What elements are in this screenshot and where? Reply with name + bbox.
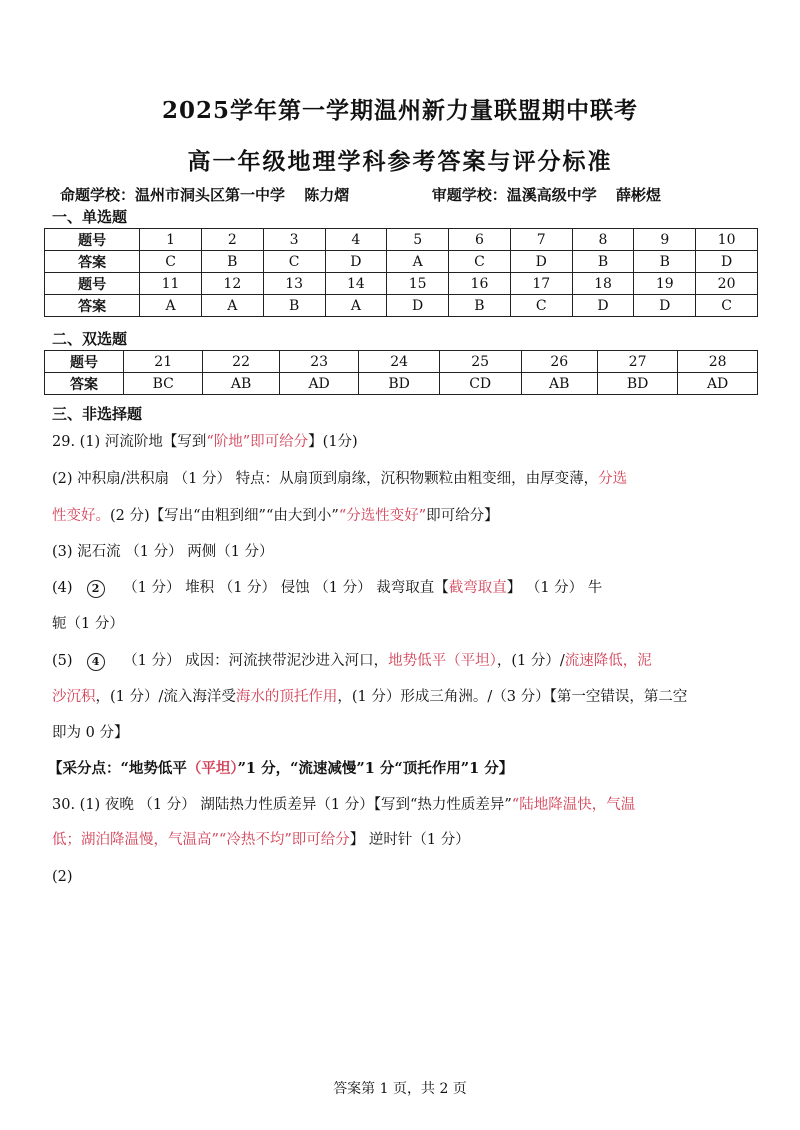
table-header-cell: 答案 <box>45 251 140 273</box>
table-cell: 3 <box>263 229 325 251</box>
table-row <box>45 295 758 317</box>
table-cell: A <box>325 295 387 317</box>
table-cell: AD <box>678 373 758 395</box>
table-row <box>45 273 758 295</box>
table-cell: 27 <box>597 351 677 373</box>
table-cell: 9 <box>634 229 696 251</box>
table-cell: D <box>387 295 449 317</box>
table-cell: 17 <box>510 273 572 295</box>
table-cell: D <box>510 251 572 273</box>
table-cell: 10 <box>696 229 758 251</box>
table-cell: 2 <box>201 229 263 251</box>
table-cell: AB <box>521 373 597 395</box>
q29-line-3: 性变好。(2 分)【写出“由粗到细”“由大到小”“分选性变好”即可给分】 <box>52 508 499 524</box>
table-cell: C <box>510 295 572 317</box>
table-cell: D <box>325 251 387 273</box>
table-cell: C <box>696 295 758 317</box>
table-header-cell: 题号 <box>45 229 140 251</box>
table-cell: BD <box>359 373 439 395</box>
table-cell: 1 <box>140 229 202 251</box>
double-choice-table <box>44 350 758 395</box>
q29-line-8: 沙沉积，(1 分）/流入海洋受海水的顶托作用，(1 分）形成三角洲。/（3 分）【第一空错误，第二空 <box>52 689 688 705</box>
table-cell: A <box>140 295 202 317</box>
table-cell: 18 <box>572 273 634 295</box>
table-row <box>45 351 758 373</box>
table-row <box>45 373 758 395</box>
circled-number: 4 <box>87 653 105 671</box>
q29-line-7: (5) 4 （1 分） 成因：河流挟带泥沙进入河口，地势低平（平坦），(1 分）/流速降低，泥 <box>52 653 652 669</box>
q29-line-5: (4) 2 （1 分） 堆积 （1 分） 侵蚀 （1 分） 裁弯取直【截弯取直】 （1 分） 牛 <box>52 580 603 596</box>
table-cell: B <box>572 251 634 273</box>
table-cell: 20 <box>696 273 758 295</box>
q30-line-1: 30. (1) 夜晚 （1 分） 湖陆热力性质差异（1 分）【写到“热力性质差异”“陆地降温快，气温 <box>52 797 636 813</box>
table-cell: C <box>140 251 202 273</box>
q29-line-1: 29. (1) 河流阶地【写到“阶地”即可给分】(1分) <box>52 434 358 450</box>
table-cell: BD <box>597 373 677 395</box>
q29-line-9: 即为 0 分】 <box>52 725 129 741</box>
table-cell: A <box>387 251 449 273</box>
table-cell: AD <box>279 373 359 395</box>
q29-line-4: (3) 泥石流 （1 分） 两侧（1 分） <box>52 544 274 560</box>
reviewing-author: 薛彬煜 <box>615 186 661 204</box>
section-heading-single: 一、单选题 <box>52 208 128 226</box>
table-cell: 22 <box>203 351 279 373</box>
table-cell: 12 <box>201 273 263 295</box>
table-cell: B <box>201 251 263 273</box>
table-cell: D <box>696 251 758 273</box>
page-title: 2025学年第一学期温州新力量联盟期中联考 <box>161 97 638 124</box>
table-header-cell: 题号 <box>45 351 124 373</box>
table-cell: 11 <box>140 273 202 295</box>
section-heading-double: 二、双选题 <box>52 330 128 348</box>
table-cell: 28 <box>678 351 758 373</box>
table-cell: 5 <box>387 229 449 251</box>
table-cell: CD <box>439 373 521 395</box>
table-row <box>45 251 758 273</box>
table-cell: 26 <box>521 351 597 373</box>
table-cell: 16 <box>449 273 511 295</box>
table-cell: 14 <box>325 273 387 295</box>
table-header-cell: 答案 <box>45 295 140 317</box>
table-cell: 6 <box>449 229 511 251</box>
q29-scoring-note: 【采分点：“地势低平（平坦）”1 分，“流速减慢”1 分“顶托作用”1 分】 <box>48 760 514 777</box>
table-cell: B <box>263 295 325 317</box>
table-row <box>45 229 758 251</box>
table-cell: 7 <box>510 229 572 251</box>
table-cell: 15 <box>387 273 449 295</box>
table-cell: D <box>572 295 634 317</box>
table-cell: AB <box>203 373 279 395</box>
table-cell: C <box>263 251 325 273</box>
table-cell: 8 <box>572 229 634 251</box>
proposing-school: 命题学校：温州市洞头区第一中学 <box>60 186 286 204</box>
table-cell: C <box>449 251 511 273</box>
table-cell: 4 <box>325 229 387 251</box>
section-heading-nonchoice: 三、非选择题 <box>52 405 143 423</box>
single-choice-table <box>44 228 758 317</box>
reviewing-school: 审题学校：温溪高级中学 <box>431 186 597 204</box>
table-cell: B <box>449 295 511 317</box>
page-subtitle: 高一年级地理学科参考答案与评分标准 <box>187 148 613 175</box>
q30-line-2: 低；湖泊降温慢，气温高”“冷热不均”即可给分】 逆时针（1 分） <box>52 832 470 848</box>
table-cell: 21 <box>124 351 203 373</box>
table-header-cell: 题号 <box>45 273 140 295</box>
table-cell: 19 <box>634 273 696 295</box>
table-cell: D <box>634 295 696 317</box>
q30-line-3: (2) <box>52 869 73 885</box>
q29-line-2: (2) 冲积扇/洪积扇 （1 分） 特点：从扇顶到扇缘，沉积物颗粒由粗变细，由厚变薄，分选 <box>52 471 628 487</box>
circled-number: 2 <box>87 580 105 598</box>
table-cell: 23 <box>279 351 359 373</box>
table-cell: A <box>201 295 263 317</box>
table-cell: B <box>634 251 696 273</box>
table-cell: 25 <box>439 351 521 373</box>
page-footer: 答案第 1 页，共 2 页 <box>333 1081 467 1097</box>
table-header-cell: 答案 <box>45 373 124 395</box>
q29-line-6: 轭（1 分） <box>52 616 124 632</box>
table-cell: 13 <box>263 273 325 295</box>
table-cell: BC <box>124 373 203 395</box>
proposing-author: 陈力熠 <box>304 186 350 204</box>
table-cell: 24 <box>359 351 439 373</box>
authors-line <box>60 184 760 205</box>
